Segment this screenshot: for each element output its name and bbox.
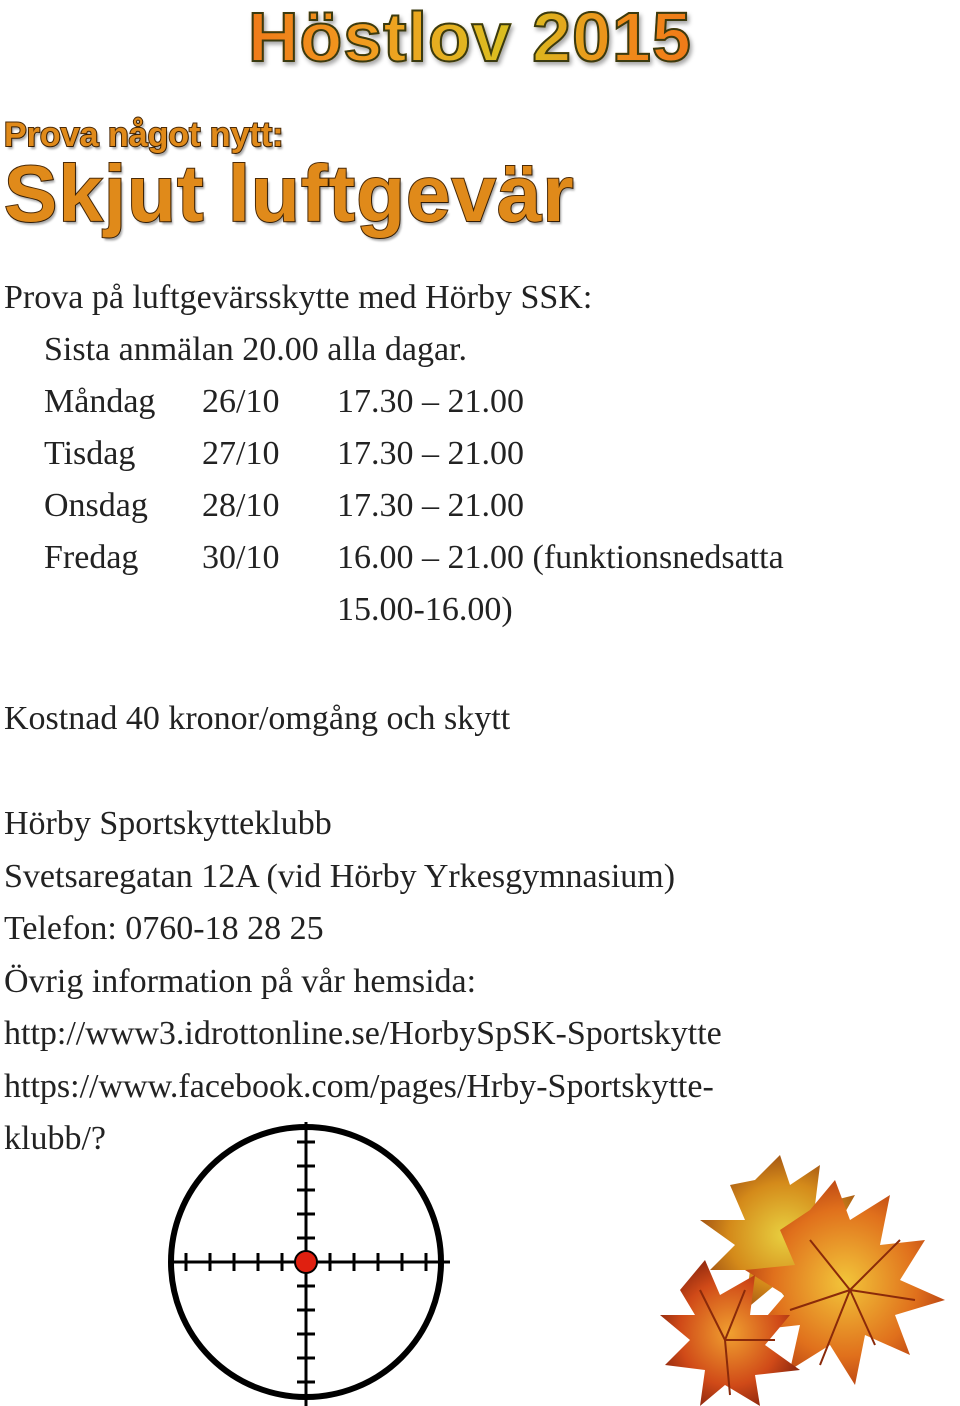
club-address: Svetsaregatan 12A (vid Hörby Yrkesgymnasium) [4,858,676,895]
target-center-dot [295,1251,317,1273]
schedule-row [44,383,784,435]
schedule-row [44,487,784,539]
cost-line: Kostnad 40 kronor/omgång och skytt [4,700,511,737]
schedule-time: 17.30 – 21.00 [337,383,524,420]
facebook-link[interactable]: https://www.facebook.com/pages/Hrby-Sportskytte- [4,1068,714,1105]
schedule-row [44,435,784,487]
schedule-row [44,539,784,591]
crosshair-target-icon [160,1122,460,1406]
club-phone: Telefon: 0760-18 28 25 [4,910,324,947]
schedule-date: 27/10 [202,435,280,472]
schedule-note: 15.00-16.00) [337,591,513,628]
page-title: Höstlov 2015 [248,0,692,76]
schedule-date: 26/10 [202,383,280,420]
autumn-leaves-illustration [660,1150,960,1406]
info-line: Övrig information på vår hemsida: [4,963,477,1000]
subtitle: Prova något nytt: [4,116,284,154]
schedule-day: Onsdag [44,487,148,524]
schedule-day: Fredag [44,539,139,576]
schedule-time: 17.30 – 21.00 [337,435,524,472]
schedule-table [44,383,784,643]
schedule-time: 17.30 – 21.00 [337,487,524,524]
club-name: Hörby Sportskytteklubb [4,805,332,842]
website-link[interactable]: http://www3.idrottonline.se/HorbySpSK-Sportskytte [4,1015,722,1052]
schedule-date: 28/10 [202,487,280,524]
schedule-date: 30/10 [202,539,280,576]
headline: Skjut luftgevär [4,149,575,238]
intro-line: Prova på luftgevärsskytte med Hörby SSK: [4,279,593,316]
schedule-row [44,591,784,643]
schedule-day: Tisdag [44,435,136,472]
facebook-link-cont[interactable]: klubb/? [4,1120,106,1157]
deadline-line: Sista anmälan 20.00 alla dagar. [44,331,467,368]
schedule-time: 16.00 – 21.00 (funktionsnedsatta [337,539,784,576]
schedule-day: Måndag [44,383,156,420]
